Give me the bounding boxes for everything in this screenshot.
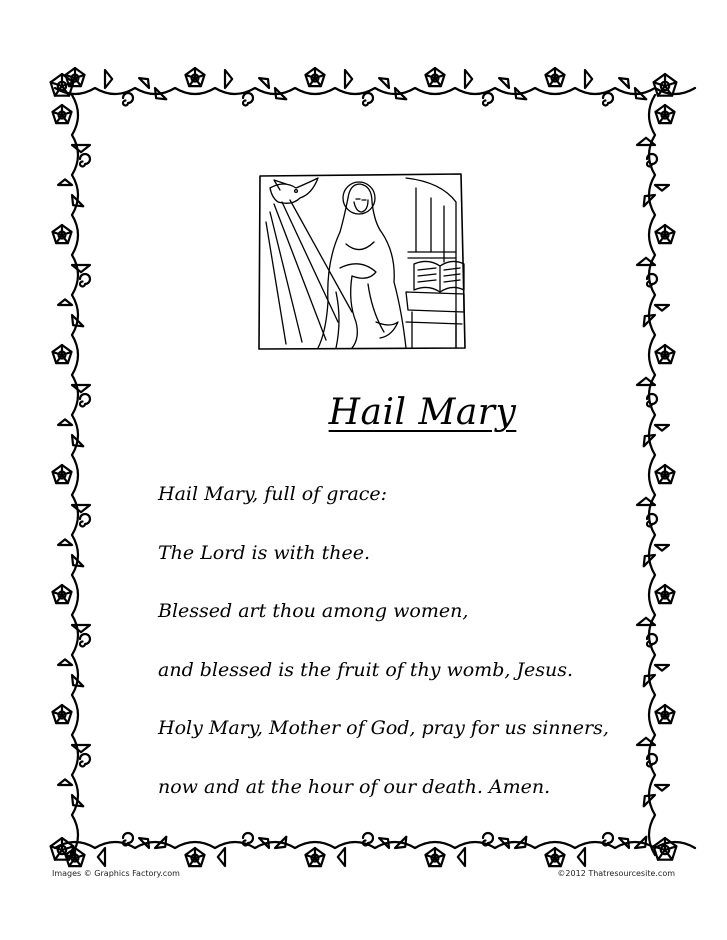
page-title: Hail Mary	[328, 392, 517, 433]
prayer-text	[158, 483, 618, 834]
prayer-line: Hail Mary, full of grace:	[158, 483, 388, 505]
image-credit: Images © Graphics Factory.com	[52, 869, 180, 878]
prayer-line: Blessed art thou among women,	[158, 600, 469, 622]
prayer-line: and blessed is the fruit of thy womb, Jesus.	[158, 658, 574, 681]
prayer-line: The Lord is with thee.	[158, 541, 371, 564]
prayer-line: now and at the hour of our death. Amen.	[158, 775, 551, 798]
annunciation-illustration-icon	[256, 172, 469, 352]
copyright-notice: ©2012 Thatresourcesite.com	[557, 869, 675, 878]
prayer-line: Holy Mary, Mother of God, pray for us sinners,	[158, 717, 609, 739]
